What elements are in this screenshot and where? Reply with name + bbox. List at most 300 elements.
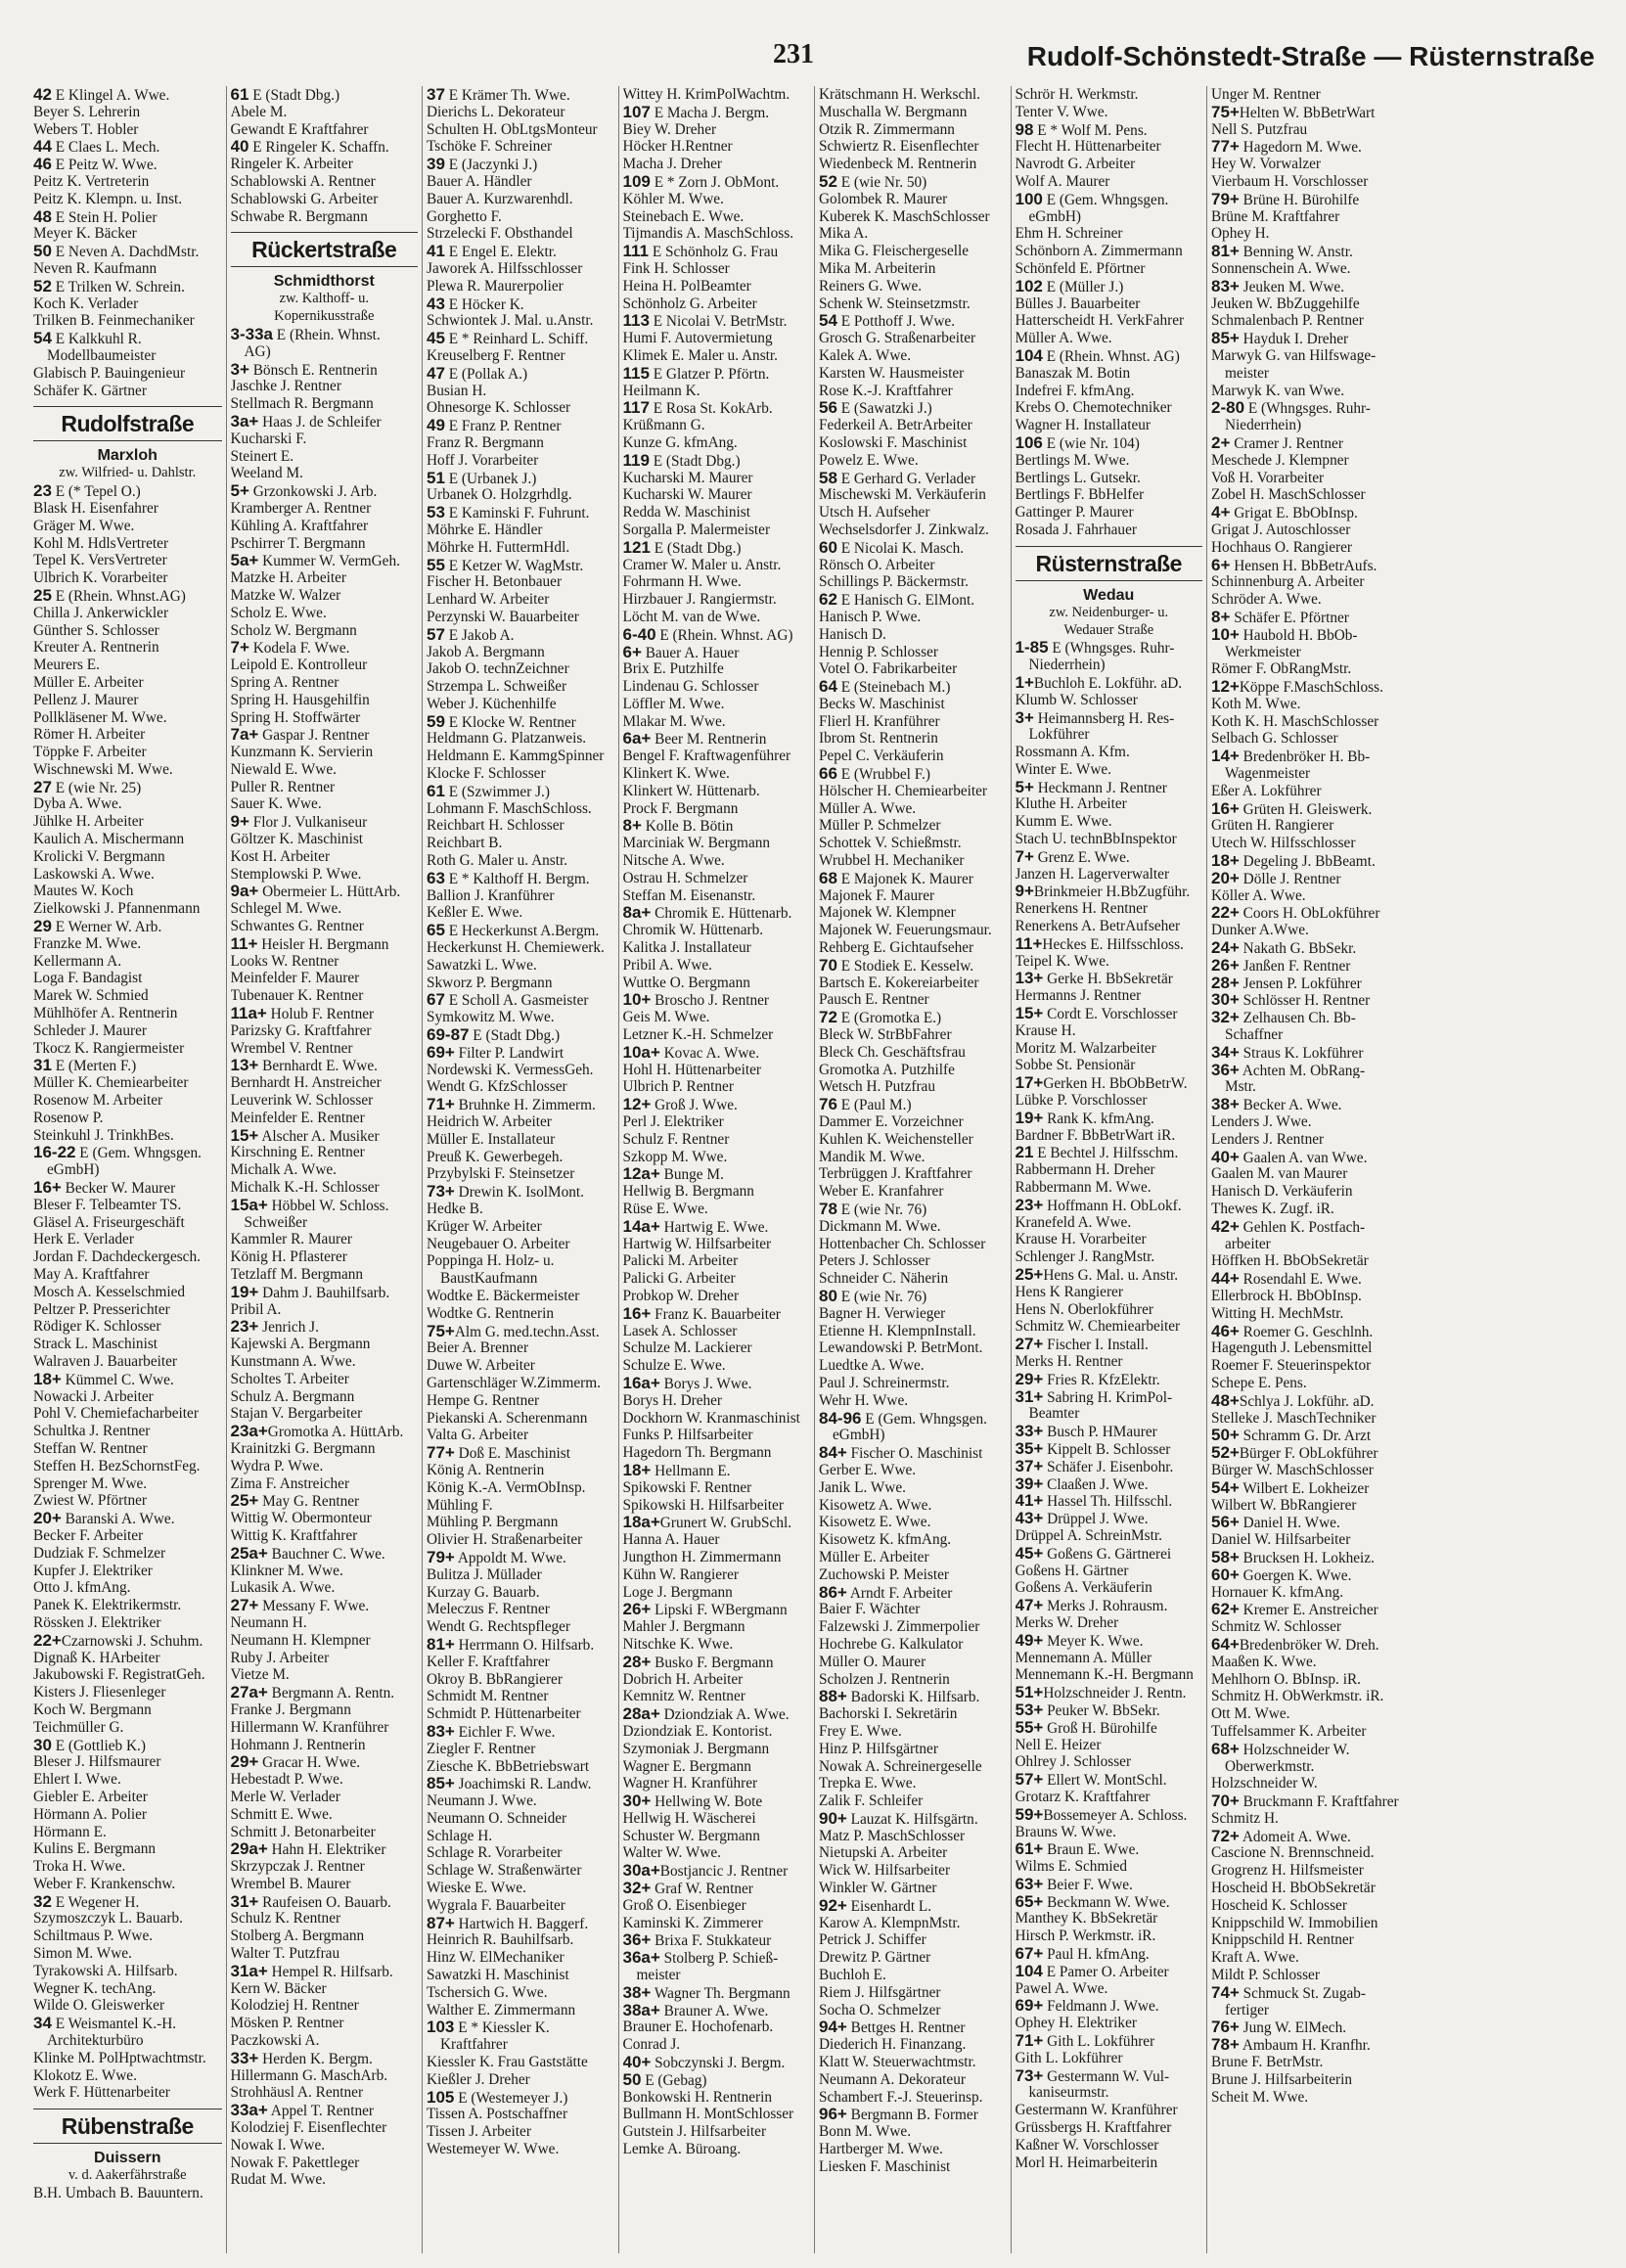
house-number: 11a+ xyxy=(230,1005,267,1022)
resident-entry: Bertlings M. Wwe. xyxy=(1015,451,1130,469)
house-entry: 12a+ Bunge M. xyxy=(622,1165,724,1184)
resident-entry: Tuffelsammer K. Arbeiter xyxy=(1211,1722,1367,1740)
house-number: 16+ xyxy=(33,1179,62,1197)
resident-entry: Marciniak W. Bergmann xyxy=(622,835,771,852)
resident-entry: Peitz K. Klempn. u. Inst. xyxy=(33,190,183,207)
resident-entry: Buchloh E. xyxy=(819,1967,886,1984)
house-number: 67 xyxy=(427,991,445,1010)
house-entry: 5a+ Kummer W. VermGeh. xyxy=(230,552,400,570)
resident-entry: Preuß K. Gewerbegeh. xyxy=(427,1148,564,1165)
resident-entry: Fohrmann H. Wwe. xyxy=(622,573,742,591)
house-entry: 38a+ Brauner A. Wwe. xyxy=(622,2001,769,2019)
house-entry: 1+Buchloh E. Lokführ. aD. xyxy=(1015,673,1183,692)
resident-entry: Jungthon H. Zimmermann xyxy=(622,1548,782,1565)
house-number: 34 xyxy=(33,2015,52,2033)
resident-entry: Mischewski M. Verkäuferin xyxy=(819,486,986,504)
district-heading: Marxloh xyxy=(97,447,158,465)
house-number: 121 xyxy=(622,538,651,557)
resident-entry: Hartberger M. Wwe. xyxy=(819,2141,943,2158)
resident-entry: Wehr H. Wwe. xyxy=(819,1391,909,1409)
house-entry: 24+ Nakath G. BbSekr. xyxy=(1211,939,1357,957)
resident-entry: Brune J. Hilfsarbeiterin xyxy=(1211,2070,1353,2088)
resident-entry: Mühling F. xyxy=(427,1496,493,1514)
house-number: 33+ xyxy=(1015,1423,1044,1440)
resident-entry: Spring A. Rentner xyxy=(230,673,339,691)
resident-entry: Loga F. Bandagist xyxy=(33,970,143,987)
house-entry: 83+ Jeuken M. Wwe. xyxy=(1211,277,1345,295)
house-number: 27+ xyxy=(230,1597,259,1614)
resident-entry: Kajewski A. Bergmann xyxy=(230,1336,371,1353)
resident-entry: Hedke B. xyxy=(427,1201,483,1217)
house-number: 42+ xyxy=(1211,1217,1240,1236)
resident-entry: Kiessler K. Frau Gaststätte xyxy=(427,2054,588,2071)
house-number: 22+ xyxy=(1211,904,1240,923)
resident-entry: Schaffner xyxy=(1225,1026,1284,1044)
directory-column xyxy=(1011,86,1207,2253)
house-number: 27a+ xyxy=(230,1684,268,1701)
house-entry: 121 E (Stadt Dbg.) xyxy=(622,538,742,557)
house-entry: 86+ Arndt F. Arbeiter xyxy=(819,1583,953,1602)
resident-entry: Müller A. Wwe. xyxy=(819,799,917,817)
house-entry: 2+ Cramer J. Rentner xyxy=(1211,433,1343,452)
house-entry: 30+ Hellwing W. Bote xyxy=(622,1792,763,1810)
house-number: 60 xyxy=(819,538,837,557)
resident-entry: Schulze E. Wwe. xyxy=(622,1357,726,1375)
resident-entry: Sobbe St. Pensionär xyxy=(1015,1057,1136,1074)
resident-entry: Schablowski A. Rentner xyxy=(230,172,376,190)
resident-entry: Rosenow P. xyxy=(33,1109,104,1126)
house-number: 61 xyxy=(230,86,249,104)
resident-entry: Gutstein J. Hilfsarbeiter xyxy=(622,2123,767,2141)
resident-entry: Mehlhorn O. BbInsp. iR. xyxy=(1211,1670,1361,1688)
resident-entry: Müller E. Arbeiter xyxy=(819,1548,929,1565)
resident-entry: Grosch G. Straßenarbeiter xyxy=(819,330,976,347)
resident-entry: Mühlhöfer A. Rentnerin xyxy=(33,1005,178,1022)
resident-entry: Kirschning E. Rentner xyxy=(230,1144,365,1161)
resident-entry: Sonnenschein A. Wwe. xyxy=(1211,259,1351,277)
resident-entry: Lenders J. Rentner xyxy=(1211,1130,1325,1148)
resident-entry: Werk F. Hüttenarbeiter xyxy=(33,2084,170,2102)
house-number: 3a+ xyxy=(230,412,259,431)
house-entry: 23+ Jenrich J. xyxy=(230,1318,319,1337)
resident-entry: Roemer F. Steuerinspektor xyxy=(1211,1357,1372,1375)
resident-entry: Schleder J. Maurer xyxy=(33,1021,147,1039)
resident-entry: Hens K Rangierer xyxy=(1015,1283,1123,1300)
resident-entry: Abele M. xyxy=(230,103,288,120)
house-entry: 31a+ Hempel R. Hilfsarb. xyxy=(230,1962,393,1980)
resident-entry: Grigat J. Autoschlosser xyxy=(1211,521,1351,538)
resident-entry: Karsten W. Hausmeister xyxy=(819,364,965,382)
resident-entry: Mahler J. Bergmann xyxy=(622,1618,745,1636)
house-number: 9+ xyxy=(230,813,249,832)
resident-entry: Wrembel V. Rentner xyxy=(230,1039,353,1057)
resident-entry: Grüssbergs H. Kraftfahrer xyxy=(1015,2119,1172,2137)
resident-entry: Indefrei F. kfmAng. xyxy=(1015,382,1135,399)
house-number: 44+ xyxy=(1211,1270,1240,1288)
resident-entry: Höcker H.Rentner xyxy=(622,138,733,156)
directory-column xyxy=(814,86,1011,2253)
resident-entry: kaniseurmstr. xyxy=(1028,2084,1109,2102)
resident-entry: Ziesche K. BbBetriebswart xyxy=(427,1757,590,1775)
resident-entry: Rabbermann M. Wwe. xyxy=(1015,1179,1152,1197)
house-entry: 68 E Majonek K. Maurer xyxy=(819,869,973,887)
resident-entry: Hanna A. Hauer xyxy=(622,1531,720,1549)
street-section-note: zw. Kalthoff- u. xyxy=(279,291,369,307)
resident-entry: Brauns W. Wwe. xyxy=(1015,1823,1116,1840)
house-number: 3+ xyxy=(230,360,249,379)
house-number: 3-33a xyxy=(230,325,273,343)
house-number: 85+ xyxy=(427,1775,455,1793)
house-entry: 88+ Badorski K. Hilfsarb. xyxy=(819,1688,980,1706)
resident-entry: Walter W. Wwe. xyxy=(622,1844,721,1862)
resident-entry: Biey W. Dreher xyxy=(622,120,717,138)
house-number: 12+ xyxy=(622,1096,652,1114)
resident-entry: Müller E. Arbeiter xyxy=(33,673,144,691)
house-entry: 65+ Beckmann W. Wwe. xyxy=(1015,1892,1170,1911)
house-entry: 69+ Feldmann J. Wwe. xyxy=(1015,1997,1159,2016)
house-entry: 25+ May G. Rentner xyxy=(230,1492,360,1511)
house-number: 76+ xyxy=(1211,2019,1240,2037)
house-entry: 22+Czarnowski J. Schuhm. xyxy=(33,1631,203,1650)
resident-entry: Nitschke K. Wwe. xyxy=(622,1635,734,1653)
resident-entry: Jordan F. Dachdeckergesch. xyxy=(33,1248,201,1266)
house-number: 68 xyxy=(819,869,837,887)
house-number: 92+ xyxy=(819,1896,847,1915)
resident-entry: Sawatzki L. Wwe. xyxy=(427,956,537,974)
resident-entry: Wolf A. Maurer xyxy=(1015,172,1110,190)
house-number: 18+ xyxy=(33,1370,62,1388)
resident-entry: Vietze M. xyxy=(230,1666,290,1684)
house-entry: 111 E Schönholz G. Frau xyxy=(622,243,779,260)
house-entry: 56 E (Sawatzki J.) xyxy=(819,399,932,418)
resident-entry: Hartwig W. Hilfsarbeiter xyxy=(622,1235,772,1252)
house-entry: 79+ Brüne H. Bürohilfe xyxy=(1211,190,1360,208)
resident-entry: Kucharski F. xyxy=(230,430,307,447)
resident-entry: Otto J. kfmAng. xyxy=(33,1579,131,1597)
house-number: 32 xyxy=(33,1892,52,1911)
resident-entry: AG) xyxy=(244,342,271,360)
resident-entry: Mstr. xyxy=(1225,1078,1256,1096)
house-entry: 63+ Beier F. Wwe. xyxy=(1015,1875,1133,1893)
resident-entry: Schneider C. Näherin xyxy=(819,1270,949,1288)
resident-entry: Marek W. Schmied xyxy=(33,987,149,1005)
resident-entry: Jakubowski F. RegistratGeh. xyxy=(33,1666,205,1684)
house-entry: 27+ Fischer I. Install. xyxy=(1015,1336,1149,1353)
resident-entry: Gerber E. Wwe. xyxy=(819,1461,917,1478)
resident-entry: Frey E. Wwe. xyxy=(819,1722,902,1740)
resident-entry: Lokführer xyxy=(1028,726,1090,744)
house-entry: 104 E (Rhein. Whnst. AG) xyxy=(1015,346,1180,365)
resident-entry: Kraftfahrer xyxy=(440,2036,508,2054)
resident-entry: Schwantes G. Rentner xyxy=(230,918,364,935)
house-number: 13+ xyxy=(1015,970,1044,988)
house-number: 20+ xyxy=(1211,869,1240,887)
house-entry: 70 E Stodiek E. Kesselw. xyxy=(819,956,974,975)
resident-entry: Luedtke A. Wwe. xyxy=(819,1357,925,1375)
resident-entry: Poppinga H. Holz- u. xyxy=(427,1252,555,1270)
resident-entry: Römer H. Arbeiter xyxy=(33,726,146,744)
resident-entry: eGmbH) xyxy=(1028,207,1082,225)
house-number: 43+ xyxy=(1015,1510,1044,1527)
house-number: 23 xyxy=(33,482,52,500)
resident-entry: Urbanek O. Holzgrhdlg. xyxy=(427,486,572,504)
resident-entry: Valta G. Arbeiter xyxy=(427,1427,529,1444)
house-entry: 73+ Gestermann W. Vul- xyxy=(1015,2066,1170,2085)
resident-entry: Nowak A. Schreinergeselle xyxy=(819,1757,982,1775)
house-entry: 25 E (Rhein. Whnst.AG) xyxy=(33,586,186,605)
house-number: 60+ xyxy=(1211,1565,1240,1584)
house-number: 25 xyxy=(33,586,52,605)
resident-entry: Strzempa L. Schweißer xyxy=(427,678,567,696)
resident-entry: Hillermann W. Kranführer xyxy=(230,1718,389,1736)
resident-entry: Tubenauer K. Rentner xyxy=(230,987,364,1005)
house-number: 106 xyxy=(1015,433,1043,452)
house-number: 16-22 xyxy=(33,1144,76,1162)
house-number: 80 xyxy=(819,1287,837,1305)
resident-entry: Koth K. H. MaschSchlosser xyxy=(1211,712,1379,730)
resident-entry: Hanisch D. Verkäuferin xyxy=(1211,1183,1353,1201)
resident-entry: Schulz A. Bergmann xyxy=(230,1387,355,1405)
resident-entry: Grogrenz H. Hilfsmeister xyxy=(1211,1862,1364,1880)
resident-entry: Ringeler K. Arbeiter xyxy=(230,156,353,173)
resident-entry: Loge J. Bergmann xyxy=(622,1583,733,1601)
house-number: 85+ xyxy=(1211,330,1240,347)
resident-entry: Brix E. Putzhilfe xyxy=(622,660,724,678)
house-number: 36+ xyxy=(1211,1061,1240,1079)
resident-entry: Hagenguth J. Lebensmittel xyxy=(1211,1339,1373,1357)
resident-entry: Heidrich W. Arbeiter xyxy=(427,1113,552,1131)
house-entry: 36+ Achten M. ObRang- xyxy=(1211,1061,1366,1079)
resident-entry: Wetsch H. Putzfrau xyxy=(819,1078,935,1096)
resident-entry: Mika M. Arbeiterin xyxy=(819,259,936,277)
house-number: 44 xyxy=(33,138,52,157)
directory-column xyxy=(226,86,423,2253)
resident-entry: Schulten H. ObLtgsMonteur xyxy=(427,120,598,138)
resident-entry: Mika G. Fleischergeselle xyxy=(819,243,970,260)
resident-entry: Pellenz J. Maurer xyxy=(33,691,139,708)
house-number: 30+ xyxy=(1211,991,1240,1010)
resident-entry: Wittey H. KrimPolWachtm. xyxy=(622,86,790,103)
house-number: 27 xyxy=(33,778,52,796)
resident-entry: Parizsky G. Kraftfahrer xyxy=(230,1021,372,1039)
resident-entry: Schwiontek J. Mal. u.Anstr. xyxy=(427,312,594,330)
resident-entry: Przybylski F. Steinsetzer xyxy=(427,1165,575,1183)
house-number: 12+ xyxy=(1211,678,1240,696)
house-entry: 18+ Degeling J. BbBeamt. xyxy=(1211,852,1376,870)
resident-entry: Krebs O. Chemotechniker xyxy=(1015,399,1172,417)
house-entry: 33+ Herden K. Bergm. xyxy=(230,2049,373,2067)
resident-entry: Schmalenbach P. Rentner xyxy=(1211,312,1364,330)
resident-entry: Gaalen M. van Maurer xyxy=(1211,1165,1348,1183)
house-number: 25+ xyxy=(1015,1266,1044,1284)
resident-entry: Schlegel M. Wwe. xyxy=(230,900,342,918)
house-entry: 9+ Flor J. Vulkaniseur xyxy=(230,813,368,832)
house-number: 31+ xyxy=(1015,1387,1044,1406)
resident-entry: Werkmeister xyxy=(1225,643,1301,660)
resident-entry: König H. Pflasterer xyxy=(230,1248,347,1266)
house-number: 32+ xyxy=(1211,1009,1240,1027)
house-number: 15+ xyxy=(230,1126,259,1145)
resident-entry: Strzelecki F. Obsthandel xyxy=(427,225,573,243)
resident-entry: Hörmann E. xyxy=(33,1823,107,1840)
house-entry: 58 E Gerhard G. Verlader xyxy=(819,469,976,487)
resident-entry: Roth G. Maler u. Anstr. xyxy=(427,852,568,870)
resident-entry: Steffan W. Rentner xyxy=(33,1439,148,1457)
house-number: 35+ xyxy=(1015,1439,1044,1458)
resident-entry: Hohl H. Hüttenarbeiter xyxy=(622,1061,761,1078)
house-entry: 45 E * Reinhard L. Schiff. xyxy=(427,330,589,347)
house-entry: 54+ Wilbert E. Lokheizer xyxy=(1211,1478,1370,1497)
house-number: 49+ xyxy=(1015,1631,1044,1650)
resident-entry: Klokotz E. Wwe. xyxy=(33,2066,137,2084)
resident-entry: Becks W. Maschinist xyxy=(819,695,945,712)
resident-entry: Winter E. Wwe. xyxy=(1015,760,1111,778)
house-entry: 102 E (Müller J.) xyxy=(1015,277,1124,295)
resident-entry: Beier A. Brenner xyxy=(427,1339,529,1357)
house-entry: 15a+ Höbbel W. Schloss. xyxy=(230,1196,389,1214)
house-entry: 40+ Gaalen A. van Wwe. xyxy=(1211,1148,1368,1166)
house-number: 111 xyxy=(622,243,649,260)
house-number: 38+ xyxy=(1211,1096,1240,1114)
house-number: 41+ xyxy=(1015,1492,1044,1511)
house-number: 24+ xyxy=(1211,939,1240,957)
district-heading: Duissern xyxy=(94,2150,161,2167)
house-entry: 35+ Kippelt B. Schlosser xyxy=(1015,1439,1171,1458)
house-entry: 67 E Scholl A. Gasmeister xyxy=(427,991,589,1010)
house-number: 48+ xyxy=(1211,1391,1240,1410)
resident-entry: Voß H. Vorarbeiter xyxy=(1211,469,1325,486)
house-number: 15a+ xyxy=(230,1196,268,1214)
resident-entry: Schönborn A. Zimmermann xyxy=(1015,243,1183,260)
resident-entry: Mennemann A. Müller xyxy=(1015,1649,1152,1666)
resident-entry: Schäfer K. Gärtner xyxy=(33,382,147,399)
resident-entry: eGmbH) xyxy=(833,1427,885,1444)
house-entry: 26+ Janßen F. Rentner xyxy=(1211,956,1351,975)
resident-entry: Bleser F. Telbeamter TS. xyxy=(33,1196,182,1213)
resident-entry: Kisters J. Fliesenleger xyxy=(33,1684,166,1701)
resident-entry: Simon M. Wwe. xyxy=(33,1945,132,1963)
resident-entry: Bülles J. Bauarbeiter xyxy=(1015,295,1141,312)
house-entry: 6a+ Beer M. Rentnerin xyxy=(622,730,767,748)
house-entry: 77+ Hagedorn M. Wwe. xyxy=(1211,138,1362,157)
house-entry: 30a+Bostjancic J. Rentner xyxy=(622,1862,789,1881)
resident-entry: Schönholz G. Arbeiter xyxy=(622,295,757,312)
house-number: 1-85 xyxy=(1015,639,1049,658)
resident-entry: Janik L. Wwe. xyxy=(819,1478,906,1496)
house-number: 72+ xyxy=(1211,1827,1240,1845)
resident-entry: Wieske E. Wwe. xyxy=(427,1880,526,1897)
resident-entry: Müller P. Schmelzer xyxy=(819,817,941,835)
resident-entry: Heinrich R. Bauhilfsarb. xyxy=(427,1931,574,1949)
house-entry: 30 E (Gottlieb K.) xyxy=(33,1736,146,1754)
resident-entry: Jeuken W. BbZuggehilfe xyxy=(1211,295,1360,312)
resident-entry: Wagenmeister xyxy=(1225,765,1311,783)
resident-entry: Niederrhein) xyxy=(1225,417,1302,434)
resident-entry: Kulins E. Bergmann xyxy=(33,1840,157,1858)
resident-entry: Merle W. Verlader xyxy=(230,1788,340,1805)
resident-entry: Matz P. MaschSchlosser xyxy=(819,1827,966,1844)
house-entry: 40+ Sobczynski J. Bergm. xyxy=(622,2054,786,2071)
resident-entry: Bulitza J. Müllader xyxy=(427,1565,542,1583)
resident-entry: Zuchowski P. Meister xyxy=(819,1565,949,1583)
resident-entry: Stellmach R. Bergmann xyxy=(230,395,374,413)
resident-entry: Löffler M. Wwe. xyxy=(622,695,725,712)
resident-entry: Wick W. Hilfsarbeiter xyxy=(819,1862,951,1880)
house-number: 63+ xyxy=(1015,1875,1044,1893)
resident-entry: Tkocz K. Rangiermeister xyxy=(33,1039,185,1057)
resident-entry: Leipold E. Kontrolleur xyxy=(230,657,368,674)
house-number: 36a+ xyxy=(622,1949,660,1968)
house-entry: 84-96 E (Gem. Whngsgen. xyxy=(819,1409,987,1428)
house-number: 115 xyxy=(622,364,650,383)
resident-entry: Schulze M. Lackierer xyxy=(622,1339,752,1357)
resident-entry: Krause H. Vorarbeiter xyxy=(1015,1231,1147,1248)
resident-entry: Ibrom St. Rentnerin xyxy=(819,730,938,748)
resident-entry: Schmitt J. Betonarbeiter xyxy=(230,1823,376,1840)
resident-entry: Hörmann A. Polier xyxy=(33,1805,147,1823)
resident-entry: Jakob A. Bergmann xyxy=(427,643,545,660)
directory-column xyxy=(1206,86,1403,2253)
resident-entry: Kramberger A. Rentner xyxy=(230,499,372,517)
resident-entry: Hellwig H. Wäscherei xyxy=(622,1809,756,1827)
resident-entry: Chilla J. Ankerwickler xyxy=(33,604,169,621)
resident-entry: Schweißer xyxy=(244,1213,308,1231)
house-number: 6-40 xyxy=(622,625,656,644)
resident-entry: Flecht H. Hüttenarbeiter xyxy=(1015,138,1161,156)
resident-entry: Brüne M. Kraftfahrer xyxy=(1211,207,1340,225)
house-number: 69-87 xyxy=(427,1026,470,1044)
resident-entry: Utech W. Hilfsschlosser xyxy=(1211,835,1356,852)
house-entry: 27+ Messany F. Wwe. xyxy=(230,1597,370,1614)
house-number: 46+ xyxy=(1211,1322,1240,1340)
resident-entry: Majonek F. Maurer xyxy=(819,886,935,904)
house-number: 28+ xyxy=(622,1653,652,1671)
house-entry: 57+ Ellert W. MontSchl. xyxy=(1015,1771,1167,1789)
house-number: 8+ xyxy=(622,817,642,836)
house-entry: 43 E Höcker K. xyxy=(427,295,524,313)
resident-entry: Falzewski J. Zimmerpolier xyxy=(819,1618,980,1636)
house-number: 113 xyxy=(622,312,650,331)
resident-entry: Niewald E. Wwe. xyxy=(230,760,337,778)
resident-entry: Schmitz W. Chemiearbeiter xyxy=(1015,1318,1181,1336)
house-entry: 61 E (Szwimmer J.) xyxy=(427,782,550,800)
directory-column xyxy=(422,86,618,2253)
resident-entry: Stajan V. Bergarbeiter xyxy=(230,1405,363,1423)
resident-entry: Sorgalla P. Malermeister xyxy=(622,521,771,538)
resident-entry: Lenders J. Wwe. xyxy=(1211,1113,1312,1131)
resident-entry: Kaßner W. Vorschlosser xyxy=(1015,2136,1159,2154)
resident-entry: Gläsel A. Friseurgeschäft xyxy=(33,1213,185,1231)
resident-entry: Schiltmaus P. Wwe. xyxy=(33,1928,154,1945)
resident-entry: Klinke M. PolHptwachtmstr. xyxy=(33,2049,206,2066)
house-entry: 66 E (Wrubbel F.) xyxy=(819,765,930,783)
resident-entry: Schmitt E. Wwe. xyxy=(230,1805,333,1823)
resident-entry: Kammler R. Maurer xyxy=(230,1231,352,1248)
resident-entry: Walther E. Zimmermann xyxy=(427,2001,576,2019)
house-number: 29+ xyxy=(1015,1370,1044,1388)
house-number: 16a+ xyxy=(622,1374,660,1392)
district-heading: Wedau xyxy=(1083,586,1135,604)
house-number: 18+ xyxy=(622,1461,652,1479)
resident-entry: Hochhaus O. Rangierer xyxy=(1211,538,1352,556)
street-heading: Rübenstraße xyxy=(33,2109,222,2144)
resident-entry: Lohmann F. MaschSchloss. xyxy=(427,799,592,817)
resident-entry: Kisowetz A. Wwe. xyxy=(819,1496,932,1514)
house-number: 33+ xyxy=(230,2049,259,2067)
resident-entry: Bürger W. MaschSchlosser xyxy=(1211,1461,1374,1478)
resident-entry: Herk E. Verlader xyxy=(33,1231,134,1248)
house-number: 30+ xyxy=(622,1792,652,1810)
